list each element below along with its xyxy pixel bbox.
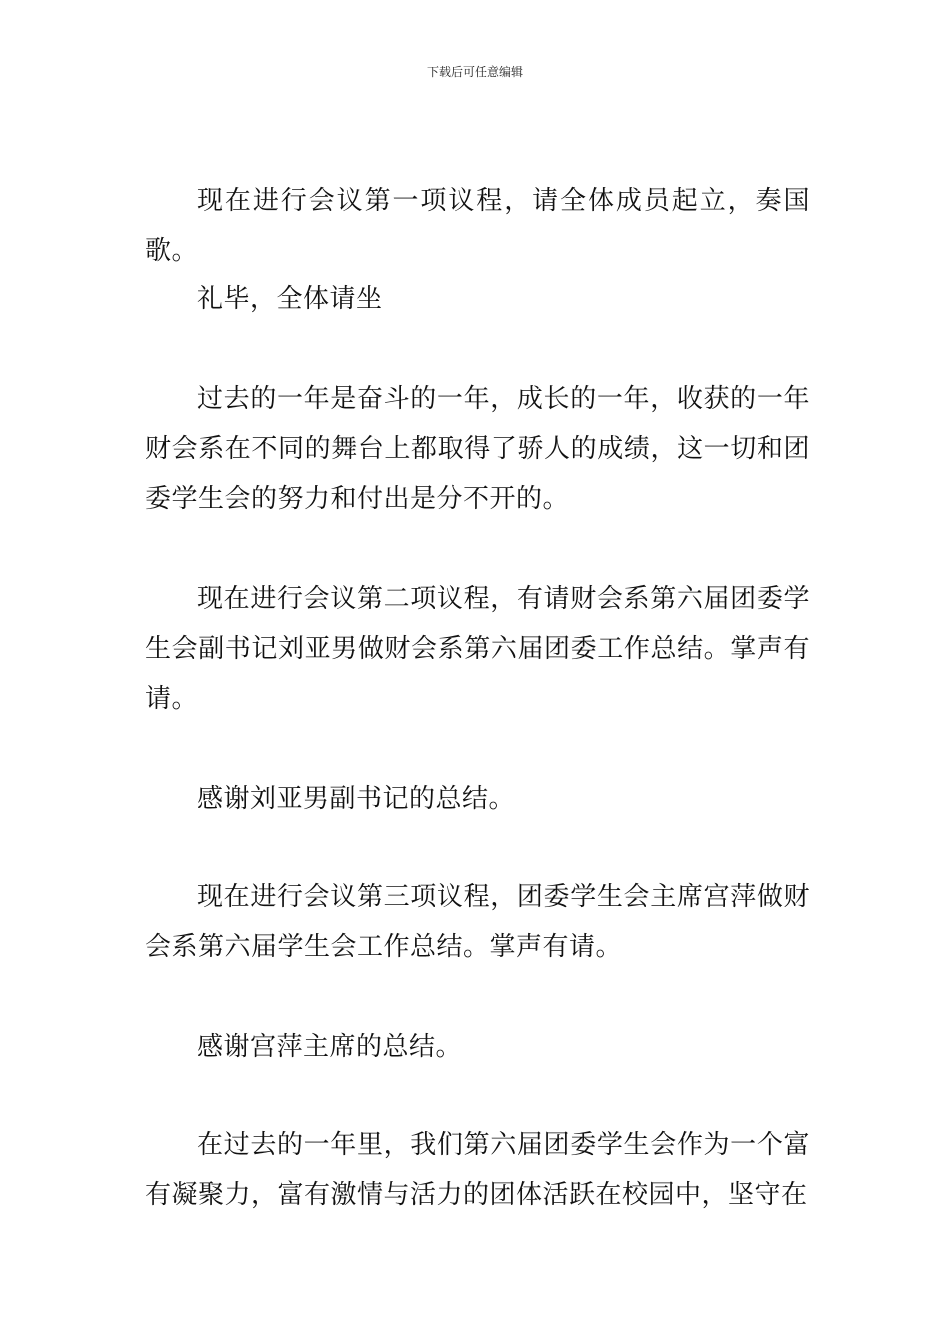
- paragraph-4: 现在进行会议第二项议程，有请财会系第六届团委学生会副书记刘亚男做财会系第六届团委工作总结。掌声有请。: [145, 584, 810, 714]
- paragraph-7: 感谢宫萍主席的总结。: [197, 1032, 463, 1062]
- paragraph-8: 在过去的一年里，我们第六届团委学生会作为一个富有凝聚力，富有激情与活力的团体活跃在校园中，坚守在: [145, 1130, 810, 1210]
- paragraph-2: 礼毕，全体请坐: [197, 284, 383, 314]
- paragraph-6: 现在进行会议第三项议程，团委学生会主席宫萍做财会系第六届学生会工作总结。掌声有请。: [145, 882, 810, 962]
- paragraph-5: 感谢刘亚男副书记的总结。: [197, 784, 516, 814]
- page-header-note: 下载后可任意编辑: [426, 65, 523, 79]
- paragraph-1: 现在进行会议第一项议程，请全体成员起立，奏国歌。: [145, 186, 810, 266]
- paragraph-3: 过去的一年是奋斗的一年，成长的一年，收获的一年财会系在不同的舞台上都取得了骄人的成绩，这一切和团委学生会的努力和付出是分不开的。: [145, 384, 810, 514]
